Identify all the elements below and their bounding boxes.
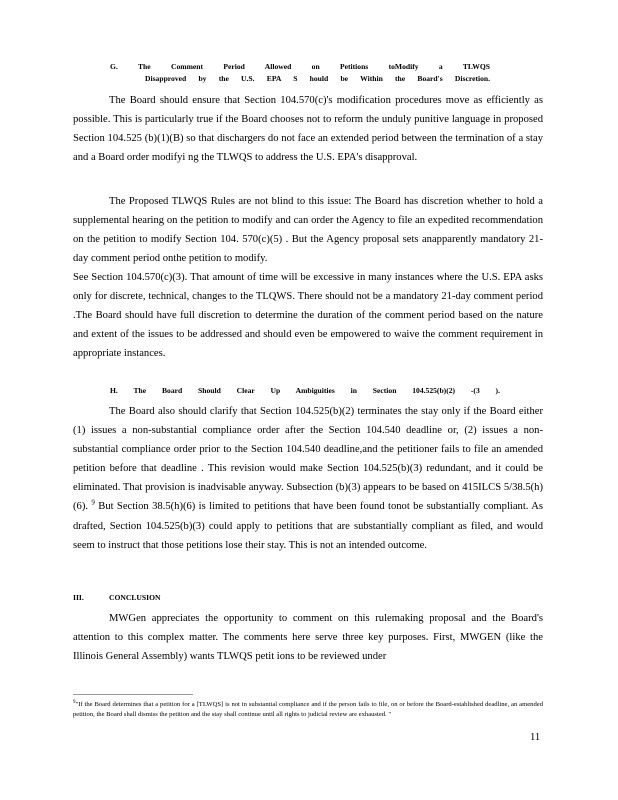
footnote-text: "If the Board determines that a petition for a [TLWQS] is not in substantial compliance and if the person fails to file, on or before the Board-established deadline, an amended petition, the Board shall dismiss the petition and the stay shall continue until all rights to judicial review are exhausted. " <box>73 701 543 718</box>
section-g-heading-line1: G. The Comment Period Allowed on Petitions toModify a TLWQS <box>110 62 490 71</box>
paragraph-5: MWGen appreciates the opportunity to comment on this rulemaking proposal and the Board's attention to this complex matter. The comments here serve three key purposes. First, MWGEN (like the Illinois General Assembly) wants TLWQS petit ions to be reviewed under <box>73 613 543 663</box>
footnote <box>73 700 543 720</box>
footnote-reference: 9 <box>91 498 95 507</box>
section-iii-heading <box>73 592 160 604</box>
page-number: 11 <box>530 732 541 743</box>
paragraph-2: The Proposed TLWQS Rules are not blind to this issue: The Board has discretion whether to hold a supplemental hearing on the petition to modify and can order the Agency to file an expedited recommendation on the petition to modify Section 104. 570(c)(5) . But the Agency proposal sets anapparently mandatory 21-day comment period onthe petition to modify. <box>73 196 543 265</box>
section-h-heading: H. The Board Should Clear Up Ambiguities in Section 104.525(b)(2) -(3 ). <box>110 386 500 395</box>
paragraph-4 <box>73 402 543 555</box>
paragraph-3: See Section 104.570(c)(3). That amount of time will be excessive in many instances where the U.S. EPA asks only for discrete, technical, changes to the TLQWS. There should not be a mandatory 21-day comment period .The Board should have full discretion to determine the duration of the comment period based on the nature and extent of the issues to be addressed and should even be empowered to waive the comment requirement in appropriate instances. <box>73 272 543 360</box>
footnote-divider <box>73 694 193 695</box>
paragraph-4-text: The Board also should clarify that Section 104.525(b)(2) terminates the stay only if the Board either (1) issues a non-substantial compliance order after the Section 104.540 deadline or, (2) issues a non- substantial compliance order prior to the Section 104.540 deadline,and the petitioner fails to file an amended petition before that deadline . This revision would make Section 104.525(b)(3) redundant, and it could be eliminated. That provision is inadvisable anyway. Subsection (b)(3) appears to be based on 415ILCS 5/38.5(h)(6). <box>73 406 543 513</box>
section-iii-number: III. <box>73 593 84 602</box>
paragraph-1: The Board should ensure that Section 104.570(c)'s modification procedures move as efficiently as possible. This is particularly true if the Board chooses not to reform the unduly punitive language in proposed Section 104.525 (b)(1)(B) so that dischargers do not face an extended period between the termination of a stay and a Board order modifyi ng the TLWQS to address the U.S. EPA's disapproval. <box>73 95 543 164</box>
paragraph-4-continued: But Section 38.5(h)(6) is limited to petitions that have been found tonot be substantially compliant. As drafted, Section 104.525(b)(3) could apply to petitions that are substantially compliant as filed, and would seem to instruct that those petitions lose their stay. This is not an intended outcome. <box>73 501 543 551</box>
footnote-number: 9 <box>73 699 76 705</box>
section-g-heading-line2: Disapproved by the U.S. EPA S hould be Within the Board's Discretion. <box>145 74 490 83</box>
section-iii-title: CONCLUSION <box>109 593 161 602</box>
